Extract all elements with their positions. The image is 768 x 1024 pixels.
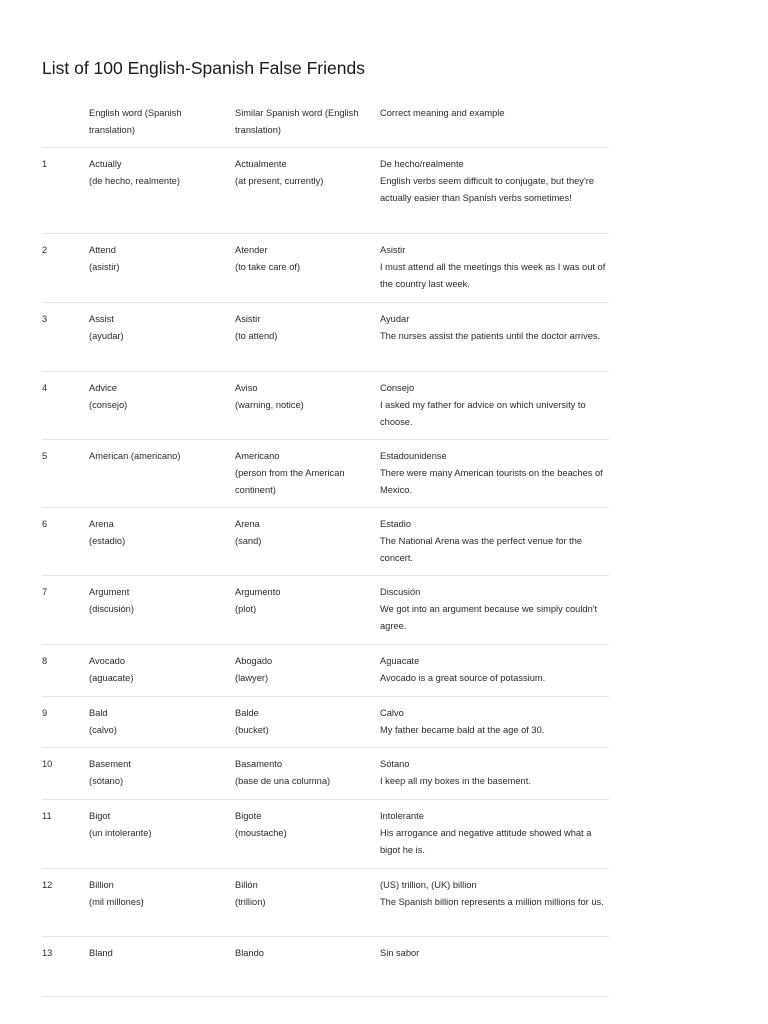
spanish-word-cell xyxy=(235,311,375,345)
meaning-cell xyxy=(380,448,609,499)
spanish-word-translation: (sand) xyxy=(235,536,262,546)
row-number-text: 1 xyxy=(42,159,48,169)
english-word-cell xyxy=(89,584,229,618)
meaning-cell xyxy=(380,705,609,739)
english-word: Bald xyxy=(89,708,108,718)
table-row xyxy=(42,937,609,997)
spanish-word: Bigote xyxy=(235,811,262,821)
english-word-cell xyxy=(89,242,229,276)
row-number-text: 5 xyxy=(42,451,48,461)
spanish-word-translation: (at present, currently) xyxy=(235,176,324,186)
spanish-word: Basamento xyxy=(235,759,283,769)
correct-meaning: Sótano xyxy=(380,759,410,769)
correct-meaning: Asistir xyxy=(380,245,406,255)
correct-meaning: Intolerante xyxy=(380,811,424,821)
spanish-word: Argumento xyxy=(235,587,281,597)
spanish-word-cell xyxy=(235,156,375,190)
table-row xyxy=(42,800,609,869)
spanish-word-cell xyxy=(235,756,375,790)
english-word-translation: (consejo) xyxy=(89,400,128,410)
table-row xyxy=(42,508,609,576)
meaning-cell xyxy=(380,653,609,687)
row-number-text: 11 xyxy=(42,811,52,821)
row-number-text: 9 xyxy=(42,708,48,718)
english-word: Bland xyxy=(89,948,113,958)
meaning-cell xyxy=(380,156,609,207)
meaning-cell xyxy=(380,311,609,345)
english-word-cell xyxy=(89,156,229,190)
meaning-cell xyxy=(380,945,609,962)
meaning-cell xyxy=(380,756,609,790)
english-word: Actually xyxy=(89,159,122,169)
example-sentence: His arrogance and negative attitude showed what a bigot he is. xyxy=(380,828,592,855)
english-word-cell xyxy=(89,756,229,790)
spanish-word: Arena xyxy=(235,519,260,529)
table-row xyxy=(42,748,609,800)
english-word-translation: (discusión) xyxy=(89,604,134,614)
row-number xyxy=(42,756,82,773)
example-sentence: I keep all my boxes in the basement. xyxy=(380,776,531,786)
correct-meaning: Aguacate xyxy=(380,656,420,666)
english-word: Attend xyxy=(89,245,116,255)
page-title: List of 100 English-Spanish False Friends xyxy=(42,58,365,78)
example-sentence: The nurses assist the patients until the doctor arrives. xyxy=(380,331,601,341)
correct-meaning: Estadounidense xyxy=(380,451,447,461)
correct-meaning: De hecho/realmente xyxy=(380,159,464,169)
false-friends-table xyxy=(42,100,609,997)
meaning-cell xyxy=(380,516,609,567)
row-number xyxy=(42,516,82,533)
english-word-cell xyxy=(89,380,229,414)
spanish-word-translation: (plot) xyxy=(235,604,257,614)
english-word-cell xyxy=(89,653,229,687)
english-word: Argument xyxy=(89,587,130,597)
spanish-word-cell xyxy=(235,877,375,911)
table-header-row xyxy=(42,100,609,148)
spanish-word: Americano xyxy=(235,451,280,461)
english-word-translation: (aguacate) xyxy=(89,673,134,683)
english-word: Advice xyxy=(89,383,117,393)
english-word-translation: (ayudar) xyxy=(89,331,124,341)
header-meaning: Correct meaning and example xyxy=(380,108,505,118)
meaning-cell xyxy=(380,584,609,635)
table-row xyxy=(42,148,609,234)
example-sentence: I asked my father for advice on which university to choose. xyxy=(380,400,586,427)
example-sentence: The National Arena was the perfect venue for the concert. xyxy=(380,536,583,563)
spanish-word: Balde xyxy=(235,708,259,718)
example-sentence: We got into an argument because we simply couldn't agree. xyxy=(380,604,598,631)
row-number xyxy=(42,242,82,259)
example-sentence: My father became bald at the age of 30. xyxy=(380,725,545,735)
spanish-word-cell xyxy=(235,242,375,276)
spanish-word: Blando xyxy=(235,948,264,958)
table-row xyxy=(42,697,609,748)
correct-meaning: (US) trillion, (UK) billion xyxy=(380,880,477,890)
meaning-cell xyxy=(380,808,609,859)
spanish-word-translation: (warning, notice) xyxy=(235,400,304,410)
row-number-text: 7 xyxy=(42,587,48,597)
english-word-translation: (calvo) xyxy=(89,725,117,735)
english-word: Arena xyxy=(89,519,114,529)
spanish-word: Billón xyxy=(235,880,258,890)
correct-meaning: Consejo xyxy=(380,383,415,393)
row-number xyxy=(42,705,82,722)
english-word: Basement xyxy=(89,759,131,769)
correct-meaning: Discusión xyxy=(380,587,421,597)
spanish-word: Abogado xyxy=(235,656,273,666)
spanish-word-translation: (to attend) xyxy=(235,331,278,341)
row-number xyxy=(42,877,82,894)
english-word: Avocado xyxy=(89,656,126,666)
spanish-word-cell xyxy=(235,653,375,687)
row-number-text: 6 xyxy=(42,519,48,529)
example-sentence: The Spanish billion represents a million millions for us. xyxy=(380,897,604,907)
spanish-word: Aviso xyxy=(235,383,258,393)
row-number xyxy=(42,808,82,825)
table-row xyxy=(42,645,609,697)
row-number-text: 8 xyxy=(42,656,48,666)
spanish-word-cell xyxy=(235,380,375,414)
row-number xyxy=(42,380,82,397)
row-number xyxy=(42,448,82,465)
spanish-word-cell xyxy=(235,705,375,739)
row-number-text: 3 xyxy=(42,314,48,324)
header-spanish-word: Similar Spanish word (English translation) xyxy=(235,108,359,135)
english-word-cell xyxy=(89,516,229,550)
example-sentence: English verbs seem difficult to conjugate, but they're actually easier than Spanish verbs sometimes! xyxy=(380,176,595,203)
row-number xyxy=(42,584,82,601)
spanish-word-translation: (base de una columna) xyxy=(235,776,331,786)
english-word: Billion xyxy=(89,880,114,890)
table-row xyxy=(42,372,609,440)
row-number-text: 13 xyxy=(42,948,53,958)
correct-meaning: Calvo xyxy=(380,708,404,718)
spanish-word: Actualmente xyxy=(235,159,287,169)
english-word-translation: (sótano) xyxy=(89,776,124,786)
english-word-translation: (asistir) xyxy=(89,262,120,272)
correct-meaning: Sin sabor xyxy=(380,948,420,958)
row-number-text: 2 xyxy=(42,245,48,255)
english-word: Assist xyxy=(89,314,114,324)
meaning-cell xyxy=(380,877,609,911)
table-row xyxy=(42,869,609,937)
spanish-word: Atender xyxy=(235,245,268,255)
english-word-translation: (un intolerante) xyxy=(89,828,152,838)
spanish-word-translation: (to take care of) xyxy=(235,262,301,272)
english-word-translation: (mil millones) xyxy=(89,897,144,907)
spanish-word-cell xyxy=(235,584,375,618)
english-word-cell xyxy=(89,448,229,465)
english-word-translation: (de hecho, realmente) xyxy=(89,176,180,186)
spanish-word-translation: (trillion) xyxy=(235,897,266,907)
meaning-cell xyxy=(380,380,609,431)
table-row xyxy=(42,234,609,303)
english-word-cell xyxy=(89,877,229,911)
correct-meaning: Ayudar xyxy=(380,314,410,324)
example-sentence: I must attend all the meetings this week as I was out of the country last week. xyxy=(380,262,606,289)
spanish-word-cell xyxy=(235,808,375,842)
english-word: Bigot xyxy=(89,811,111,821)
table-row xyxy=(42,303,609,372)
spanish-word-translation: (bucket) xyxy=(235,725,269,735)
example-sentence: Avocado is a great source of potassium. xyxy=(380,673,546,683)
table-row xyxy=(42,576,609,645)
row-number-text: 4 xyxy=(42,383,48,393)
english-word-cell xyxy=(89,705,229,739)
table-row xyxy=(42,440,609,508)
spanish-word: Asistir xyxy=(235,314,261,324)
row-number xyxy=(42,311,82,328)
header-english-word: English word (Spanish translation) xyxy=(89,108,182,135)
row-number-text: 12 xyxy=(42,880,53,890)
english-word-translation: (estadio) xyxy=(89,536,126,546)
english-word-cell xyxy=(89,945,229,962)
meaning-cell xyxy=(380,242,609,293)
english-word-cell xyxy=(89,808,229,842)
row-number xyxy=(42,945,82,962)
spanish-word-cell xyxy=(235,448,375,499)
spanish-word-translation: (moustache) xyxy=(235,828,287,838)
correct-meaning: Estadio xyxy=(380,519,412,529)
spanish-word-translation: (person from the American continent) xyxy=(235,468,345,495)
spanish-word-translation: (lawyer) xyxy=(235,673,269,683)
example-sentence: There were many American tourists on the beaches of Mexico. xyxy=(380,468,603,495)
spanish-word-cell xyxy=(235,945,375,962)
english-word: American (americano) xyxy=(89,451,181,461)
english-word-cell xyxy=(89,311,229,345)
row-number-text: 10 xyxy=(42,759,53,769)
row-number xyxy=(42,156,82,173)
row-number xyxy=(42,653,82,670)
spanish-word-cell xyxy=(235,516,375,550)
